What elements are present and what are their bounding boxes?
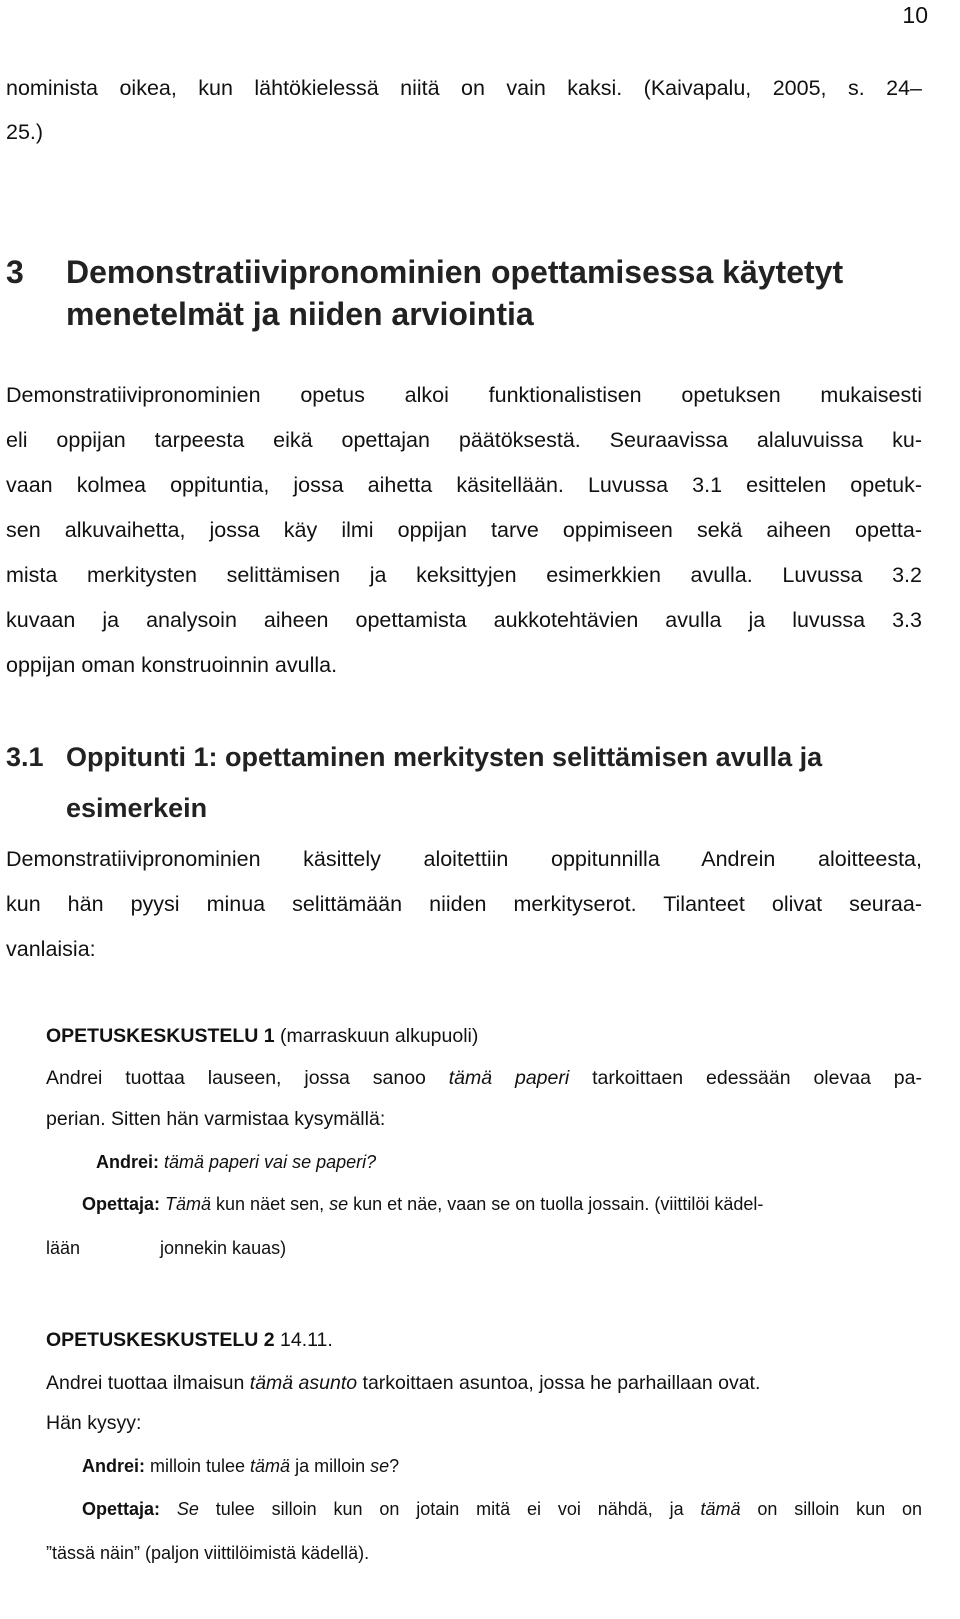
discussion-heading-date: (marraskuun alkupuoli) bbox=[274, 1025, 479, 1047]
dialogue-line-teacher bbox=[82, 1499, 922, 1520]
paragraph-line: kun hän pyysi minua selittämään niiden merkityserot. Tilanteet olivat seuraa- bbox=[6, 892, 922, 916]
paragraph-line: vaan kolmea oppituntia, jossa aihetta käsitellään. Luvussa 3.1 esittelen opetuk- bbox=[6, 473, 922, 497]
utterance: tämä bbox=[250, 1456, 291, 1476]
discussion-description bbox=[46, 1067, 922, 1090]
chapter-title-line: menetelmät ja niiden arviointia bbox=[66, 296, 534, 332]
discussion-description: Hän kysyy: bbox=[46, 1412, 142, 1434]
intro-line: 25.) bbox=[6, 120, 44, 144]
section-number: 3.1 bbox=[6, 742, 44, 772]
discussion-heading-label: OPETUSKESKUSTELU 2 bbox=[46, 1329, 275, 1351]
section-title-line: esimerkein bbox=[66, 793, 208, 823]
text-span: tarkoittaen asuntoa, jossa he parhaillaan ovat. bbox=[357, 1372, 761, 1394]
speaker-label: Andrei: bbox=[96, 1152, 159, 1172]
utterance: milloin tulee bbox=[145, 1456, 251, 1476]
dialogue-line-andrei bbox=[82, 1456, 399, 1477]
example-phrase: tämä asunto bbox=[249, 1372, 358, 1394]
text-span: tarkoittaen edessään olevaa pa- bbox=[569, 1067, 922, 1089]
discussion-heading-date: 14.11. bbox=[274, 1329, 333, 1351]
speaker-label: Opettaja: bbox=[82, 1194, 161, 1214]
utterance: kun et näe, vaan se on tuolla jossain. (viittilöi kädel- bbox=[348, 1194, 764, 1214]
utterance: tulee silloin kun on jotain mitä ei voi nähdä, ja bbox=[198, 1499, 701, 1519]
utterance: Se bbox=[176, 1499, 199, 1519]
chapter-number: 3 bbox=[6, 254, 24, 290]
paragraph-line: kuvaan ja analysoin aiheen opettamista aukkotehtävien avulla ja luvussa 3.3 bbox=[6, 608, 922, 632]
text-span: Andrei tuottaa ilmaisun bbox=[46, 1372, 250, 1394]
discussion-description bbox=[46, 1372, 760, 1395]
utterance: on silloin kun on bbox=[740, 1499, 922, 1519]
dialogue-line-teacher bbox=[82, 1194, 763, 1215]
paragraph-line: Demonstratiivipronominien opetus alkoi funktionalistisen opetuksen mukaisesti bbox=[6, 383, 922, 407]
paragraph-line: eli oppijan tarpeesta eikä opettajan päätöksestä. Seuraavissa alaluvuissa ku- bbox=[6, 428, 922, 452]
dialogue-continuation: ”tässä näin” (paljon viittilöimistä kädellä). bbox=[46, 1543, 370, 1563]
utterance: Tämä bbox=[160, 1194, 212, 1214]
paragraph-line: oppijan oman konstruoinnin avulla. bbox=[6, 653, 338, 677]
utterance: ja milloin bbox=[290, 1456, 371, 1476]
dialogue-continuation: lään bbox=[46, 1238, 81, 1258]
paragraph-line: vanlaisia: bbox=[6, 937, 96, 961]
discussion-description: perian. Sitten hän varmistaa kysymällä: bbox=[46, 1108, 386, 1130]
utterance: se bbox=[329, 1194, 349, 1214]
speaker-label: Andrei: bbox=[82, 1456, 145, 1476]
chapter-title-line: Demonstratiivipronominien opettamisessa käytetyt bbox=[66, 254, 844, 290]
page-number: 10 bbox=[902, 2, 928, 28]
discussion-heading bbox=[46, 1329, 333, 1352]
paragraph-line: Demonstratiivipronominien käsittely aloitettiin oppitunnilla Andrein aloitteesta, bbox=[6, 847, 922, 871]
section-title-line: Oppitunti 1: opettaminen merkitysten selittämisen avulla ja bbox=[66, 742, 823, 772]
utterance: tämä bbox=[700, 1499, 741, 1519]
dialogue-line-andrei bbox=[96, 1152, 376, 1173]
utterance: tämä paperi vai se paperi? bbox=[159, 1152, 377, 1172]
utterance: kun näet sen, bbox=[211, 1194, 330, 1214]
intro-line: nominista oikea, kun lähtökielessä niitä on vain kaksi. (Kaivapalu, 2005, s. 24– bbox=[6, 76, 922, 100]
speaker-label: Opettaja: bbox=[82, 1499, 161, 1519]
discussion-heading-label: OPETUSKESKUSTELU 1 bbox=[46, 1025, 275, 1047]
paragraph-line: sen alkuvaihetta, jossa käy ilmi oppijan tarve oppimiseen sekä aiheen opetta- bbox=[6, 518, 922, 542]
text-span: Andrei tuottaa lauseen, jossa sanoo bbox=[46, 1067, 449, 1089]
discussion-heading bbox=[46, 1025, 478, 1048]
dialogue-continuation: jonnekin kauas) bbox=[160, 1238, 287, 1258]
utterance: se bbox=[370, 1456, 390, 1476]
utterance: ? bbox=[389, 1456, 400, 1476]
paragraph-line: mista merkitysten selittämisen ja keksittyjen esimerkkien avulla. Luvussa 3.2 bbox=[6, 563, 922, 587]
example-phrase: tämä paperi bbox=[448, 1067, 570, 1089]
